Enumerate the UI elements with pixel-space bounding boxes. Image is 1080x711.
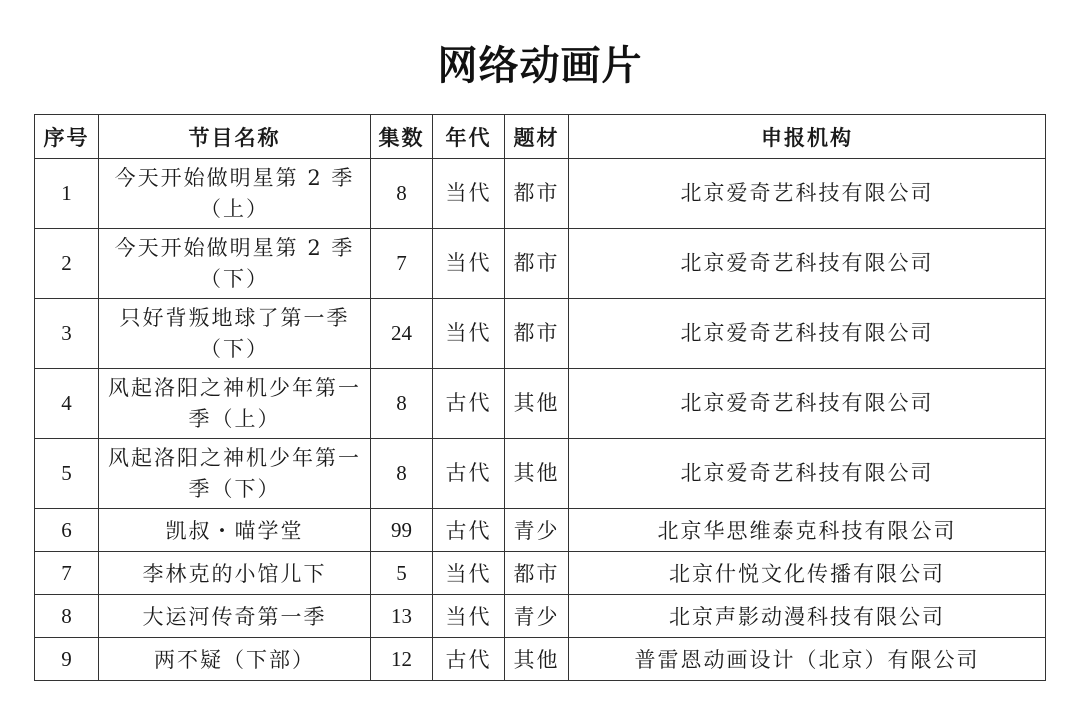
table-row <box>35 509 1046 552</box>
table-row <box>35 595 1046 638</box>
cell-name: 风起洛阳之神机少年第一季（下） <box>99 439 371 509</box>
cell-name: 只好背叛地球了第一季（下） <box>99 299 371 369</box>
cell-org: 北京爱奇艺科技有限公司 <box>569 229 1046 299</box>
cell-era: 当代 <box>433 159 505 229</box>
cell-index: 4 <box>35 369 99 439</box>
cell-episodes: 13 <box>371 595 433 638</box>
cell-org: 北京声影动漫科技有限公司 <box>569 595 1046 638</box>
table-row <box>35 229 1046 299</box>
program-table <box>34 114 1046 681</box>
cell-episodes: 8 <box>371 439 433 509</box>
cell-index: 1 <box>35 159 99 229</box>
cell-name: 两不疑（下部） <box>99 638 371 681</box>
header-episodes: 集数 <box>371 115 433 159</box>
cell-genre: 其他 <box>505 638 569 681</box>
cell-org: 北京爱奇艺科技有限公司 <box>569 439 1046 509</box>
cell-name: 凯叔・喵学堂 <box>99 509 371 552</box>
cell-era: 当代 <box>433 229 505 299</box>
cell-name: 今天开始做明星第 2 季（上） <box>99 159 371 229</box>
cell-era: 当代 <box>433 552 505 595</box>
table-header-row <box>35 115 1046 159</box>
cell-index: 9 <box>35 638 99 681</box>
cell-org: 北京爱奇艺科技有限公司 <box>569 369 1046 439</box>
cell-genre: 青少 <box>505 509 569 552</box>
cell-name: 李林克的小馆儿下 <box>99 552 371 595</box>
cell-org: 北京什悦文化传播有限公司 <box>569 552 1046 595</box>
header-name: 节目名称 <box>99 115 371 159</box>
cell-genre: 都市 <box>505 229 569 299</box>
cell-index: 5 <box>35 439 99 509</box>
cell-episodes: 8 <box>371 159 433 229</box>
cell-index: 2 <box>35 229 99 299</box>
cell-genre: 其他 <box>505 439 569 509</box>
cell-era: 当代 <box>433 595 505 638</box>
table-row <box>35 638 1046 681</box>
cell-name: 大运河传奇第一季 <box>99 595 371 638</box>
cell-name: 风起洛阳之神机少年第一季（上） <box>99 369 371 439</box>
cell-genre: 青少 <box>505 595 569 638</box>
cell-era: 当代 <box>433 299 505 369</box>
cell-episodes: 99 <box>371 509 433 552</box>
header-index: 序号 <box>35 115 99 159</box>
cell-era: 古代 <box>433 509 505 552</box>
cell-index: 7 <box>35 552 99 595</box>
page-title: 网络动画片 <box>437 43 643 89</box>
cell-genre: 都市 <box>505 299 569 369</box>
cell-genre: 其他 <box>505 369 569 439</box>
table-row <box>35 299 1046 369</box>
cell-episodes: 8 <box>371 369 433 439</box>
header-org: 申报机构 <box>569 115 1046 159</box>
cell-episodes: 5 <box>371 552 433 595</box>
cell-episodes: 24 <box>371 299 433 369</box>
cell-index: 6 <box>35 509 99 552</box>
table-row <box>35 439 1046 509</box>
cell-episodes: 12 <box>371 638 433 681</box>
cell-name: 今天开始做明星第 2 季（下） <box>99 229 371 299</box>
cell-era: 古代 <box>433 638 505 681</box>
cell-episodes: 7 <box>371 229 433 299</box>
cell-index: 3 <box>35 299 99 369</box>
header-era: 年代 <box>433 115 505 159</box>
table-row <box>35 159 1046 229</box>
cell-org: 北京爱奇艺科技有限公司 <box>569 299 1046 369</box>
cell-era: 古代 <box>433 369 505 439</box>
header-genre: 题材 <box>505 115 569 159</box>
cell-genre: 都市 <box>505 159 569 229</box>
cell-era: 古代 <box>433 439 505 509</box>
cell-org: 普雷恩动画设计（北京）有限公司 <box>569 638 1046 681</box>
cell-org: 北京爱奇艺科技有限公司 <box>569 159 1046 229</box>
cell-genre: 都市 <box>505 552 569 595</box>
table-row <box>35 552 1046 595</box>
table-row <box>35 369 1046 439</box>
cell-org: 北京华思维泰克科技有限公司 <box>569 509 1046 552</box>
cell-index: 8 <box>35 595 99 638</box>
